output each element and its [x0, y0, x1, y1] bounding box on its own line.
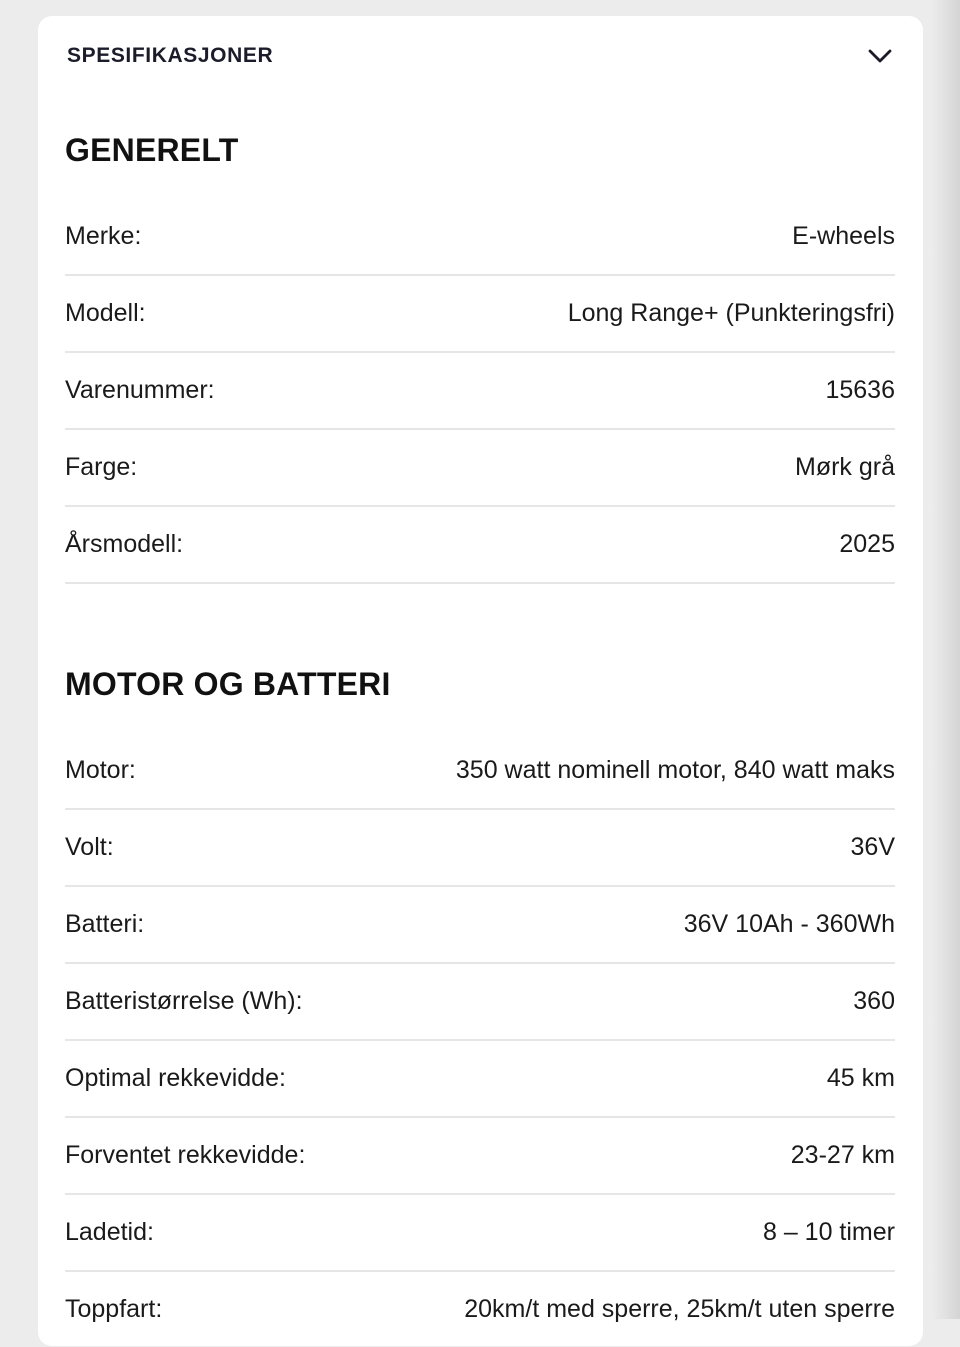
spec-row-varenummer [65, 353, 895, 430]
spec-label: Varenummer: [65, 376, 215, 404]
spec-label: Merke: [65, 222, 142, 250]
page-edge [932, 0, 960, 1319]
spec-row-batteri [65, 887, 895, 964]
section-generelt [65, 98, 895, 584]
spec-list-motor-og-batteri [65, 733, 895, 1347]
spec-label: Optimal rekkevidde: [65, 1064, 286, 1092]
spec-label: Årsmodell: [65, 530, 184, 558]
spec-value: Long Range+ (Punkteringsfri) [567, 299, 895, 327]
spec-value: 45 km [826, 1064, 895, 1092]
spec-value: 350 watt nominell motor, 840 watt maks [455, 756, 895, 784]
spec-value: 23-27 km [790, 1141, 895, 1169]
spec-row-modell [65, 276, 895, 353]
spec-row-merke [65, 199, 895, 276]
spec-row-optimal-rekkevidde [65, 1041, 895, 1118]
specifications-card [38, 16, 923, 1346]
spec-row-toppfart [65, 1272, 895, 1347]
spec-value: 15636 [825, 376, 895, 404]
spec-label: Modell: [65, 299, 146, 327]
spec-label: Toppfart: [65, 1295, 163, 1323]
section-spacer [65, 584, 895, 666]
spec-row-arsmodell [65, 507, 895, 584]
spec-value: 8 – 10 timer [762, 1218, 895, 1246]
spec-list-generelt [65, 199, 895, 584]
specifications-header[interactable] [65, 16, 895, 98]
spec-row-farge [65, 430, 895, 507]
spec-row-motor [65, 733, 895, 810]
spec-row-forventet-rekkevidde [65, 1118, 895, 1195]
spec-value: 2025 [839, 530, 895, 558]
section-motor-og-batteri [65, 666, 895, 1347]
section-title-motor-og-batteri: MOTOR OG BATTERI [65, 666, 391, 702]
spec-value: Mørk grå [795, 453, 895, 481]
section-title-generelt: GENERELT [65, 132, 239, 168]
spec-value: 360 [853, 987, 895, 1015]
spec-label: Farge: [65, 453, 138, 481]
spec-value: 36V 10Ah - 360Wh [683, 910, 895, 938]
spec-label: Batteristørrelse (Wh): [65, 987, 303, 1015]
spec-row-volt [65, 810, 895, 887]
spec-label: Ladetid: [65, 1218, 154, 1246]
spec-row-batteristorrelse [65, 964, 895, 1041]
spec-value: 36V [850, 833, 895, 861]
spec-value: E-wheels [792, 222, 895, 250]
spec-label: Forventet rekkevidde: [65, 1141, 306, 1169]
chevron-down-icon[interactable] [867, 43, 893, 69]
spec-row-ladetid [65, 1195, 895, 1272]
spec-label: Volt: [65, 833, 114, 861]
specifications-title: SPESIFIKASJONER [67, 44, 274, 67]
spec-label: Motor: [65, 756, 136, 784]
spec-label: Batteri: [65, 910, 145, 938]
spec-value: 20km/t med sperre, 25km/t uten sperre [464, 1295, 895, 1323]
